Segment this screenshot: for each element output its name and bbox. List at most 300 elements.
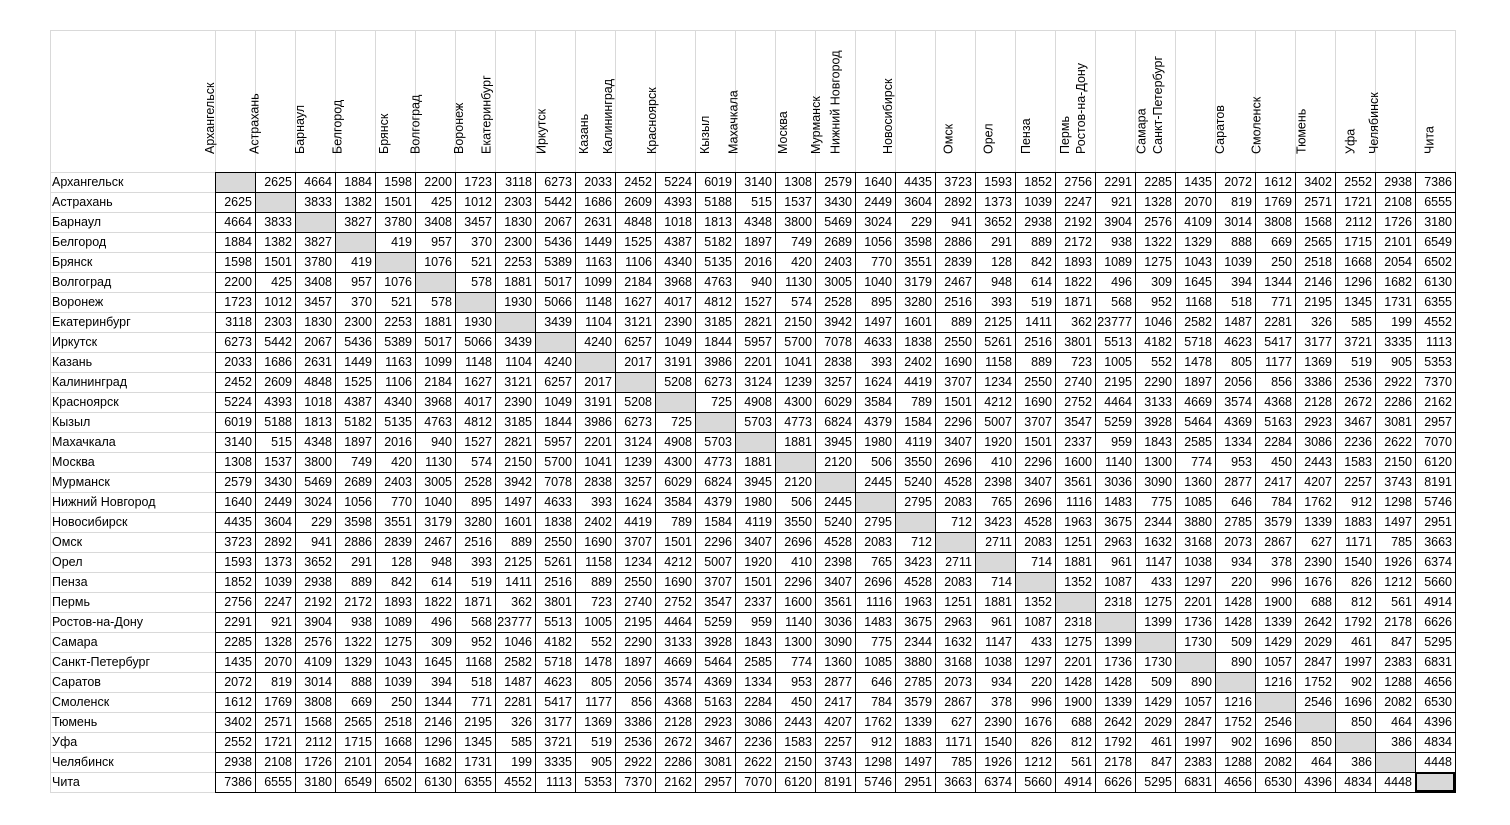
table-cell[interactable]: 2922 — [1384, 375, 1412, 389]
table-cell[interactable]: 941 — [951, 215, 972, 229]
table-cell[interactable]: 6273 — [704, 375, 732, 389]
diagonal-cell[interactable] — [375, 252, 415, 272]
table-cell[interactable]: 5007 — [984, 415, 1012, 429]
table-cell[interactable]: 2642 — [1104, 715, 1132, 729]
table-cell[interactable]: 2303 — [504, 195, 532, 209]
table-cell[interactable]: 3423 — [904, 555, 932, 569]
table-cell[interactable]: 2146 — [1304, 275, 1332, 289]
table-cell[interactable]: 2184 — [624, 275, 652, 289]
table-cell[interactable]: 2642 — [1304, 615, 1332, 629]
table-cell[interactable]: 4669 — [1184, 395, 1212, 409]
table-cell[interactable]: 128 — [391, 555, 412, 569]
table-cell[interactable]: 1039 — [384, 675, 412, 689]
table-cell[interactable]: 6130 — [424, 775, 452, 789]
table-cell[interactable]: 1297 — [1024, 655, 1052, 669]
table-cell[interactable]: 1352 — [1064, 575, 1092, 589]
table-cell[interactable]: 5353 — [1424, 355, 1452, 369]
table-cell[interactable]: 1085 — [1184, 495, 1212, 509]
table-cell[interactable]: 1298 — [864, 755, 892, 769]
table-cell[interactable]: 4207 — [824, 715, 852, 729]
table-cell[interactable]: 1300 — [1144, 455, 1172, 469]
table-cell[interactable]: 4396 — [1304, 775, 1332, 789]
table-cell[interactable]: 1690 — [584, 535, 612, 549]
table-cell[interactable]: 3177 — [1304, 335, 1332, 349]
table-cell[interactable]: 4908 — [744, 395, 772, 409]
table-cell[interactable]: 2072 — [1224, 175, 1252, 189]
table-cell[interactable]: 996 — [1031, 695, 1052, 709]
table-cell[interactable]: 1039 — [1224, 255, 1252, 269]
table-cell[interactable]: 420 — [791, 255, 812, 269]
diagonal-cell[interactable] — [735, 432, 775, 452]
table-cell[interactable]: 4300 — [664, 455, 692, 469]
table-cell[interactable]: 378 — [1271, 555, 1292, 569]
table-cell[interactable]: 2172 — [1064, 235, 1092, 249]
table-cell[interactable]: 941 — [311, 535, 332, 549]
table-cell[interactable]: 2867 — [944, 695, 972, 709]
table-cell[interactable]: 425 — [431, 195, 452, 209]
table-cell[interactable]: 5957 — [544, 435, 572, 449]
table-cell[interactable]: 1883 — [1344, 515, 1372, 529]
table-cell[interactable]: 2383 — [1384, 655, 1412, 669]
table-cell[interactable]: 749 — [351, 455, 372, 469]
table-cell[interactable]: 826 — [1351, 575, 1372, 589]
table-cell[interactable]: 1627 — [624, 295, 652, 309]
table-cell[interactable]: 1584 — [904, 415, 932, 429]
diagonal-cell[interactable] — [215, 172, 255, 192]
table-cell[interactable]: 3551 — [904, 255, 932, 269]
table-cell[interactable]: 1852 — [1024, 175, 1052, 189]
table-cell[interactable]: 2886 — [944, 235, 972, 249]
table-cell[interactable]: 3005 — [424, 475, 452, 489]
table-cell[interactable]: 2467 — [424, 535, 452, 549]
table-cell[interactable]: 2886 — [344, 535, 372, 549]
table-cell[interactable]: 3801 — [544, 595, 572, 609]
table-cell[interactable]: 3663 — [1424, 535, 1452, 549]
table-cell[interactable]: 1428 — [1224, 595, 1252, 609]
table-cell[interactable]: 7070 — [1424, 435, 1452, 449]
table-cell[interactable]: 2201 — [1064, 655, 1092, 669]
table-cell[interactable]: 2417 — [1264, 475, 1292, 489]
table-cell[interactable]: 3430 — [264, 475, 292, 489]
table-cell[interactable]: 6019 — [224, 415, 252, 429]
table-cell[interactable]: 2296 — [1024, 455, 1052, 469]
table-cell[interactable]: 3584 — [664, 495, 692, 509]
table-cell[interactable]: 1106 — [625, 255, 652, 269]
table-cell[interactable]: 5261 — [984, 335, 1012, 349]
diagonal-cell[interactable] — [535, 332, 575, 352]
table-cell[interactable]: 410 — [791, 555, 812, 569]
table-cell[interactable]: 2550 — [544, 535, 572, 549]
table-cell[interactable]: 1251 — [944, 595, 972, 609]
table-cell[interactable]: 1920 — [744, 555, 772, 569]
diagonal-cell[interactable] — [615, 372, 655, 392]
table-cell[interactable]: 5718 — [1184, 335, 1212, 349]
table-cell[interactable]: 3652 — [304, 555, 332, 569]
table-cell[interactable]: 771 — [1271, 295, 1292, 309]
table-cell[interactable]: 1830 — [504, 215, 532, 229]
table-cell[interactable]: 5066 — [544, 295, 572, 309]
table-cell[interactable]: 1041 — [584, 455, 612, 469]
table-cell[interactable]: 2756 — [1064, 175, 1092, 189]
table-cell[interactable]: 1731 — [1384, 295, 1412, 309]
table-cell[interactable]: 386 — [1391, 735, 1412, 749]
table-cell[interactable]: 889 — [1031, 355, 1052, 369]
table-cell[interactable]: 3547 — [1064, 415, 1092, 429]
table-cell[interactable]: 2281 — [1264, 315, 1292, 329]
table-cell[interactable]: 2067 — [544, 215, 572, 229]
table-cell[interactable]: 4240 — [584, 335, 612, 349]
table-cell[interactable]: 2417 — [824, 695, 852, 709]
table-cell[interactable]: 3968 — [664, 275, 692, 289]
table-cell[interactable]: 23777 — [497, 615, 532, 629]
table-cell[interactable]: 1411 — [505, 575, 532, 589]
table-cell[interactable]: 2402 — [584, 515, 612, 529]
table-cell[interactable]: 4387 — [664, 235, 692, 249]
table-cell[interactable]: 5163 — [704, 695, 732, 709]
table-cell[interactable]: 4908 — [664, 435, 692, 449]
table-cell[interactable]: 725 — [671, 415, 692, 429]
table-cell[interactable]: 1429 — [1264, 635, 1292, 649]
table-cell[interactable]: 5660 — [1024, 775, 1052, 789]
table-cell[interactable]: 2398 — [824, 555, 852, 569]
table-cell[interactable]: 568 — [1111, 295, 1132, 309]
table-cell[interactable]: 518 — [471, 675, 492, 689]
table-cell[interactable]: 3561 — [824, 595, 852, 609]
table-cell[interactable]: 614 — [1031, 275, 1052, 289]
table-cell[interactable]: 2083 — [944, 495, 972, 509]
table-cell[interactable]: 3168 — [1184, 535, 1212, 549]
table-cell[interactable]: 2017 — [624, 355, 652, 369]
table-cell[interactable]: 1696 — [1264, 735, 1292, 749]
table-cell[interactable]: 1844 — [544, 415, 572, 429]
table-cell[interactable]: 1296 — [424, 735, 452, 749]
table-cell[interactable]: 1792 — [1104, 735, 1132, 749]
table-cell[interactable]: 2016 — [384, 435, 412, 449]
table-cell[interactable]: 1525 — [624, 235, 652, 249]
table-cell[interactable]: 2125 — [504, 555, 532, 569]
table-cell[interactable]: 2296 — [784, 575, 812, 589]
table-cell[interactable]: 3133 — [1144, 395, 1172, 409]
table-cell[interactable]: 4656 — [1224, 775, 1252, 789]
table-cell[interactable]: 1920 — [984, 435, 1012, 449]
table-cell[interactable]: 2516 — [1024, 335, 1052, 349]
table-cell[interactable]: 2821 — [504, 435, 532, 449]
table-cell[interactable]: 3550 — [904, 455, 932, 469]
table-cell[interactable]: 1690 — [944, 355, 972, 369]
table-cell[interactable]: 1297 — [1184, 575, 1212, 589]
table-cell[interactable]: 1360 — [1184, 475, 1212, 489]
table-cell[interactable]: 370 — [351, 295, 372, 309]
table-cell[interactable]: 856 — [1271, 375, 1292, 389]
table-cell[interactable]: 4340 — [384, 395, 412, 409]
table-cell[interactable]: 1369 — [584, 715, 612, 729]
table-cell[interactable]: 2631 — [304, 355, 332, 369]
table-cell[interactable]: 1822 — [1064, 275, 1092, 289]
table-cell[interactable]: 1322 — [344, 635, 372, 649]
table-cell[interactable]: 3402 — [1304, 175, 1332, 189]
table-cell[interactable]: 496 — [431, 615, 452, 629]
table-cell[interactable]: 5259 — [1104, 415, 1132, 429]
table-cell[interactable]: 4464 — [1104, 395, 1132, 409]
table-cell[interactable]: 3086 — [1304, 435, 1332, 449]
diagonal-cell[interactable] — [295, 212, 335, 232]
table-cell[interactable]: 3780 — [304, 255, 332, 269]
table-cell[interactable]: 1497 — [864, 315, 892, 329]
table-cell[interactable]: 996 — [1271, 575, 1292, 589]
table-cell[interactable]: 2951 — [904, 775, 932, 789]
table-cell[interactable]: 5700 — [544, 455, 572, 469]
table-cell[interactable]: 2192 — [1064, 215, 1092, 229]
table-cell[interactable]: 1435 — [1184, 175, 1212, 189]
table-cell[interactable]: 2120 — [784, 475, 812, 489]
table-cell[interactable]: 5188 — [704, 195, 732, 209]
table-cell[interactable]: 515 — [751, 195, 772, 209]
table-cell[interactable]: 1018 — [664, 215, 692, 229]
table-cell[interactable]: 1583 — [784, 735, 812, 749]
table-cell[interactable]: 4119 — [745, 515, 772, 529]
table-cell[interactable]: 2344 — [1144, 515, 1172, 529]
table-cell[interactable]: 4435 — [904, 175, 932, 189]
table-cell[interactable]: 1926 — [1384, 555, 1412, 569]
table-cell[interactable]: 1501 — [264, 255, 292, 269]
table-cell[interactable]: 4396 — [1424, 715, 1452, 729]
table-cell[interactable]: 890 — [1231, 655, 1252, 669]
table-cell[interactable]: 250 — [391, 695, 412, 709]
table-cell[interactable]: 1501 — [944, 395, 972, 409]
table-cell[interactable]: 1686 — [584, 195, 612, 209]
table-cell[interactable]: 3180 — [1424, 215, 1452, 229]
table-cell[interactable]: 3439 — [544, 315, 572, 329]
table-cell[interactable]: 1334 — [1224, 435, 1252, 449]
table-cell[interactable]: 4435 — [224, 515, 252, 529]
table-cell[interactable]: 1373 — [984, 195, 1012, 209]
table-cell[interactable]: 2443 — [1304, 455, 1332, 469]
table-cell[interactable]: 2291 — [1104, 175, 1132, 189]
table-cell[interactable]: 1116 — [1066, 495, 1092, 509]
table-cell[interactable]: 1399 — [1144, 615, 1172, 629]
table-cell[interactable]: 3036 — [1104, 475, 1132, 489]
table-cell[interactable]: 394 — [431, 675, 452, 689]
table-cell[interactable]: 938 — [351, 615, 372, 629]
table-cell[interactable]: 410 — [991, 455, 1012, 469]
table-cell[interactable]: 2101 — [1384, 235, 1412, 249]
table-cell[interactable]: 2963 — [944, 615, 972, 629]
table-cell[interactable]: 1598 — [384, 175, 412, 189]
table-cell[interactable]: 5703 — [704, 435, 732, 449]
table-cell[interactable]: 1501 — [744, 575, 772, 589]
table-cell[interactable]: 1234 — [984, 375, 1012, 389]
table-cell[interactable]: 2073 — [1224, 535, 1252, 549]
table-cell[interactable]: 1963 — [904, 595, 932, 609]
table-cell[interactable]: 1769 — [264, 695, 292, 709]
table-cell[interactable]: 2146 — [424, 715, 452, 729]
table-cell[interactable]: 4419 — [904, 375, 932, 389]
table-cell[interactable]: 1676 — [1304, 575, 1332, 589]
table-cell[interactable]: 3180 — [304, 775, 332, 789]
table-cell[interactable]: 889 — [591, 575, 612, 589]
table-cell[interactable]: 5182 — [704, 235, 732, 249]
table-cell[interactable]: 2550 — [624, 575, 652, 589]
table-cell[interactable]: 3904 — [1104, 215, 1132, 229]
table-cell[interactable]: 1085 — [864, 655, 892, 669]
table-cell[interactable]: 5389 — [544, 255, 572, 269]
table-cell[interactable]: 521 — [391, 295, 412, 309]
table-cell[interactable]: 3574 — [664, 675, 692, 689]
table-cell[interactable]: 518 — [1231, 295, 1252, 309]
table-cell[interactable]: 4834 — [1344, 775, 1372, 789]
table-cell[interactable]: 1676 — [1024, 715, 1052, 729]
table-cell[interactable]: 7386 — [1424, 175, 1452, 189]
table-cell[interactable]: 2201 — [1184, 595, 1212, 609]
table-cell[interactable]: 6549 — [1424, 235, 1452, 249]
table-cell[interactable]: 826 — [1031, 735, 1052, 749]
table-cell[interactable]: 378 — [991, 695, 1012, 709]
table-cell[interactable]: 1171 — [945, 735, 972, 749]
table-cell[interactable]: 2938 — [1024, 215, 1052, 229]
diagonal-cell[interactable] — [1175, 652, 1215, 672]
table-cell[interactable]: 3168 — [944, 655, 972, 669]
table-cell[interactable]: 3036 — [824, 615, 852, 629]
table-cell[interactable]: 2285 — [1144, 175, 1172, 189]
table-cell[interactable]: 3707 — [624, 535, 652, 549]
table-cell[interactable]: 2247 — [1064, 195, 1092, 209]
table-cell[interactable]: 1099 — [584, 275, 612, 289]
table-cell[interactable]: 2072 — [224, 675, 252, 689]
table-cell[interactable]: 7070 — [744, 775, 772, 789]
diagonal-cell[interactable] — [495, 312, 535, 332]
table-cell[interactable]: 2550 — [944, 335, 972, 349]
table-cell[interactable]: 3945 — [744, 475, 772, 489]
table-cell[interactable]: 4368 — [1264, 395, 1292, 409]
table-cell[interactable]: 712 — [951, 515, 972, 529]
table-cell[interactable]: 3086 — [744, 715, 772, 729]
table-cell[interactable]: 765 — [991, 495, 1012, 509]
table-cell[interactable]: 2108 — [1384, 195, 1412, 209]
table-cell[interactable]: 4368 — [664, 695, 692, 709]
table-cell[interactable]: 1428 — [1064, 675, 1092, 689]
table-cell[interactable]: 6626 — [1424, 615, 1452, 629]
table-cell[interactable]: 1478 — [1184, 355, 1212, 369]
table-cell[interactable]: 1106 — [385, 375, 412, 389]
table-cell[interactable]: 3386 — [624, 715, 652, 729]
table-cell[interactable]: 889 — [351, 575, 372, 589]
table-cell[interactable]: 669 — [351, 695, 372, 709]
table-cell[interactable]: 4340 — [664, 255, 692, 269]
table-cell[interactable]: 1715 — [344, 735, 372, 749]
table-cell[interactable]: 1762 — [864, 715, 892, 729]
table-cell[interactable]: 3723 — [944, 175, 972, 189]
table-cell[interactable]: 6355 — [1424, 295, 1452, 309]
table-cell[interactable]: 3407 — [744, 535, 772, 549]
table-cell[interactable]: 433 — [1151, 575, 1172, 589]
table-cell[interactable]: 2838 — [584, 475, 612, 489]
table-cell[interactable]: 6555 — [264, 775, 292, 789]
table-cell[interactable]: 905 — [1391, 355, 1412, 369]
table-cell[interactable]: 3402 — [224, 715, 252, 729]
table-cell[interactable]: 1334 — [744, 675, 772, 689]
table-cell[interactable]: 770 — [871, 255, 892, 269]
table-cell[interactable]: 4119 — [905, 435, 932, 449]
table-cell[interactable]: 1251 — [1064, 535, 1092, 549]
table-cell[interactable]: 585 — [1351, 315, 1372, 329]
table-cell[interactable]: 5224 — [664, 175, 692, 189]
table-cell[interactable]: 2821 — [744, 315, 772, 329]
table-cell[interactable]: 1930 — [504, 295, 532, 309]
table-cell[interactable]: 3663 — [944, 775, 972, 789]
table-cell[interactable]: 2083 — [864, 535, 892, 549]
table-cell[interactable]: 2390 — [504, 395, 532, 409]
table-cell[interactable]: 1339 — [1104, 695, 1132, 709]
table-cell[interactable]: 6120 — [784, 775, 812, 789]
table-cell[interactable]: 1540 — [984, 735, 1012, 749]
table-cell[interactable]: 1239 — [784, 375, 812, 389]
table-cell[interactable]: 3407 — [824, 575, 852, 589]
table-cell[interactable]: 5240 — [824, 515, 852, 529]
table-cell[interactable]: 4348 — [744, 215, 772, 229]
table-cell[interactable]: 1428 — [1104, 675, 1132, 689]
table-cell[interactable]: 1113 — [1426, 335, 1452, 349]
table-cell[interactable]: 1275 — [384, 635, 412, 649]
table-cell[interactable]: 1089 — [1104, 255, 1132, 269]
table-cell[interactable]: 3457 — [464, 215, 492, 229]
table-cell[interactable]: 2622 — [1384, 435, 1412, 449]
table-cell[interactable]: 420 — [391, 455, 412, 469]
table-cell[interactable]: 309 — [431, 635, 452, 649]
table-cell[interactable]: 940 — [431, 435, 452, 449]
table-cell[interactable]: 5135 — [704, 255, 732, 269]
table-cell[interactable]: 1076 — [424, 255, 452, 269]
table-cell[interactable]: 2516 — [544, 575, 572, 589]
table-cell[interactable]: 1612 — [1264, 175, 1292, 189]
table-cell[interactable]: 1038 — [984, 655, 1012, 669]
table-cell[interactable]: 953 — [1231, 455, 1252, 469]
table-cell[interactable]: 2938 — [224, 755, 252, 769]
table-cell[interactable]: 948 — [431, 555, 452, 569]
table-cell[interactable]: 1632 — [1144, 535, 1172, 549]
table-cell[interactable]: 1881 — [984, 595, 1012, 609]
table-cell[interactable]: 2303 — [264, 315, 292, 329]
table-cell[interactable]: 2579 — [224, 475, 252, 489]
table-cell[interactable]: 888 — [1231, 235, 1252, 249]
table-cell[interactable]: 1483 — [1104, 495, 1132, 509]
table-cell[interactable]: 723 — [591, 595, 612, 609]
table-cell[interactable]: 3968 — [424, 395, 452, 409]
table-cell[interactable]: 2847 — [1304, 655, 1332, 669]
table-cell[interactable]: 4464 — [664, 615, 692, 629]
table-cell[interactable]: 1345 — [1344, 295, 1372, 309]
table-cell[interactable]: 1838 — [544, 515, 572, 529]
table-cell[interactable]: 5700 — [784, 335, 812, 349]
table-cell[interactable]: 2785 — [1224, 515, 1252, 529]
table-cell[interactable]: 1163 — [585, 255, 612, 269]
table-cell[interactable]: 3335 — [544, 755, 572, 769]
table-cell[interactable]: 4182 — [1144, 335, 1172, 349]
table-cell[interactable]: 714 — [1031, 555, 1052, 569]
table-cell[interactable]: 2033 — [584, 175, 612, 189]
table-cell[interactable]: 2070 — [264, 655, 292, 669]
table-cell[interactable]: 921 — [271, 615, 292, 629]
table-cell[interactable]: 229 — [911, 215, 932, 229]
table-cell[interactable]: 2445 — [824, 495, 852, 509]
table-cell[interactable]: 1752 — [1224, 715, 1252, 729]
table-cell[interactable]: 3833 — [264, 215, 292, 229]
table-cell[interactable]: 3707 — [1024, 415, 1052, 429]
table-cell[interactable]: 3121 — [504, 375, 532, 389]
table-cell[interactable]: 4633 — [864, 335, 892, 349]
table-cell[interactable]: 128 — [991, 255, 1012, 269]
table-cell[interactable]: 1487 — [1224, 315, 1252, 329]
table-cell[interactable]: 2877 — [1224, 475, 1252, 489]
